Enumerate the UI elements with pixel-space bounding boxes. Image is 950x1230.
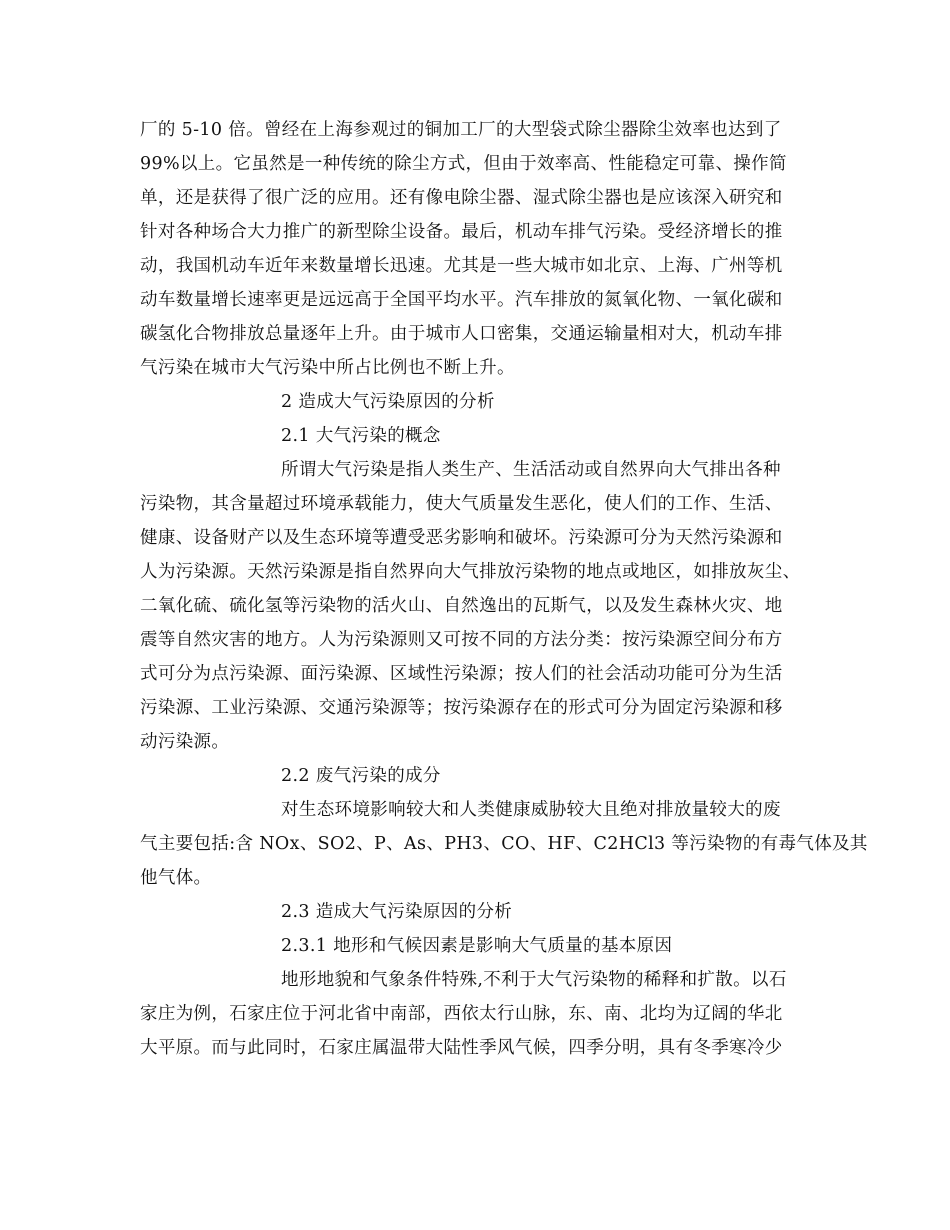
section-heading: 2 造成大气污染原因的分析 — [281, 392, 495, 412]
paragraph-line: 震等自然灾害的地方。人为污染源则又可按不同的方法分类：按污染源空间分布方 — [140, 630, 783, 650]
paragraph-line: 气主要包括:含 NOx、SO2、P、As、PH3、CO、HF、C2HCl3 等污染物的有毒气体及其 — [140, 834, 868, 854]
paragraph-line: 健康、设备财产以及生态环境等遭受恶劣影响和破坏。污染源可分为天然污染源和 — [140, 528, 783, 548]
subsubsection-heading: 2.3.1 地形和气候因素是影响大气质量的基本原因 — [281, 936, 673, 956]
paragraph-line: 所谓大气污染是指人类生产、生活活动或自然界向大气排出各种 — [281, 460, 781, 480]
paragraph-line: 他气体。 — [140, 868, 212, 888]
paragraph-line: 家庄为例，石家庄位于河北省中南部，西依太行山脉，东、南、北均为辽阔的华北 — [140, 1004, 783, 1024]
subsection-heading: 2.1 大气污染的概念 — [281, 426, 441, 446]
paragraph-line: 单，还是获得了很广泛的应用。还有像电除尘器、湿式除尘器也是应该深入研究和 — [140, 188, 783, 208]
paragraph-line: 动污染源。 — [140, 732, 230, 752]
subsection-heading: 2.3 造成大气污染原因的分析 — [281, 902, 513, 922]
paragraph-line: 厂的 5-10 倍。曾经在上海参观过的铜加工厂的大型袋式除尘器除尘效率也达到了 — [140, 120, 782, 140]
paragraph-line: 式可分为点污染源、面污染源、区域性污染源；按人们的社会活动功能可分为生活 — [140, 664, 783, 684]
paragraph-line: 二氧化硫、硫化氢等污染物的活火山、自然逸出的瓦斯气，以及发生森林火灾、地 — [140, 596, 783, 616]
paragraph-line: 污染物，其含量超过环境承载能力，使大气质量发生恶化，使人们的工作、生活、 — [140, 494, 783, 514]
paragraph-line: 动车数量增长速率更是远远高于全国平均水平。汽车排放的氮氧化物、一氧化碳和 — [140, 290, 783, 310]
paragraph-line: 人为污染源。天然污染源是指自然界向大气排放污染物的地点或地区，如排放灰尘、 — [140, 562, 801, 582]
paragraph-line: 对生态环境影响较大和人类健康威胁较大且绝对排放量较大的废 — [281, 800, 781, 820]
paragraph-line: 动，我国机动车近年来数量增长迅速。尤其是一些大城市如北京、上海、广州等机 — [140, 256, 783, 276]
paragraph-line: 污染源、工业污染源、交通污染源等；按污染源存在的形式可分为固定污染源和移 — [140, 698, 783, 718]
paragraph-line: 碳氢化合物排放总量逐年上升。由于城市人口密集，交通运输量相对大，机动车排 — [140, 324, 783, 344]
paragraph-line: 针对各种场合大力推广的新型除尘设备。最后，机动车排气污染。受经济增长的推 — [140, 222, 783, 242]
paragraph-line: 99%以上。它虽然是一种传统的除尘方式，但由于效率高、性能稳定可靠、操作简 — [140, 154, 787, 174]
paragraph-line: 气污染在城市大气污染中所占比例也不断上升。 — [140, 358, 515, 378]
paragraph-line: 地形地貌和气象条件特殊,不利于大气污染物的稀释和扩散。以石 — [281, 970, 787, 990]
subsection-heading: 2.2 废气污染的成分 — [281, 766, 441, 786]
paragraph-line: 大平原。而与此同时，石家庄属温带大陆性季风气候，四季分明，具有冬季寒冷少 — [140, 1038, 783, 1058]
